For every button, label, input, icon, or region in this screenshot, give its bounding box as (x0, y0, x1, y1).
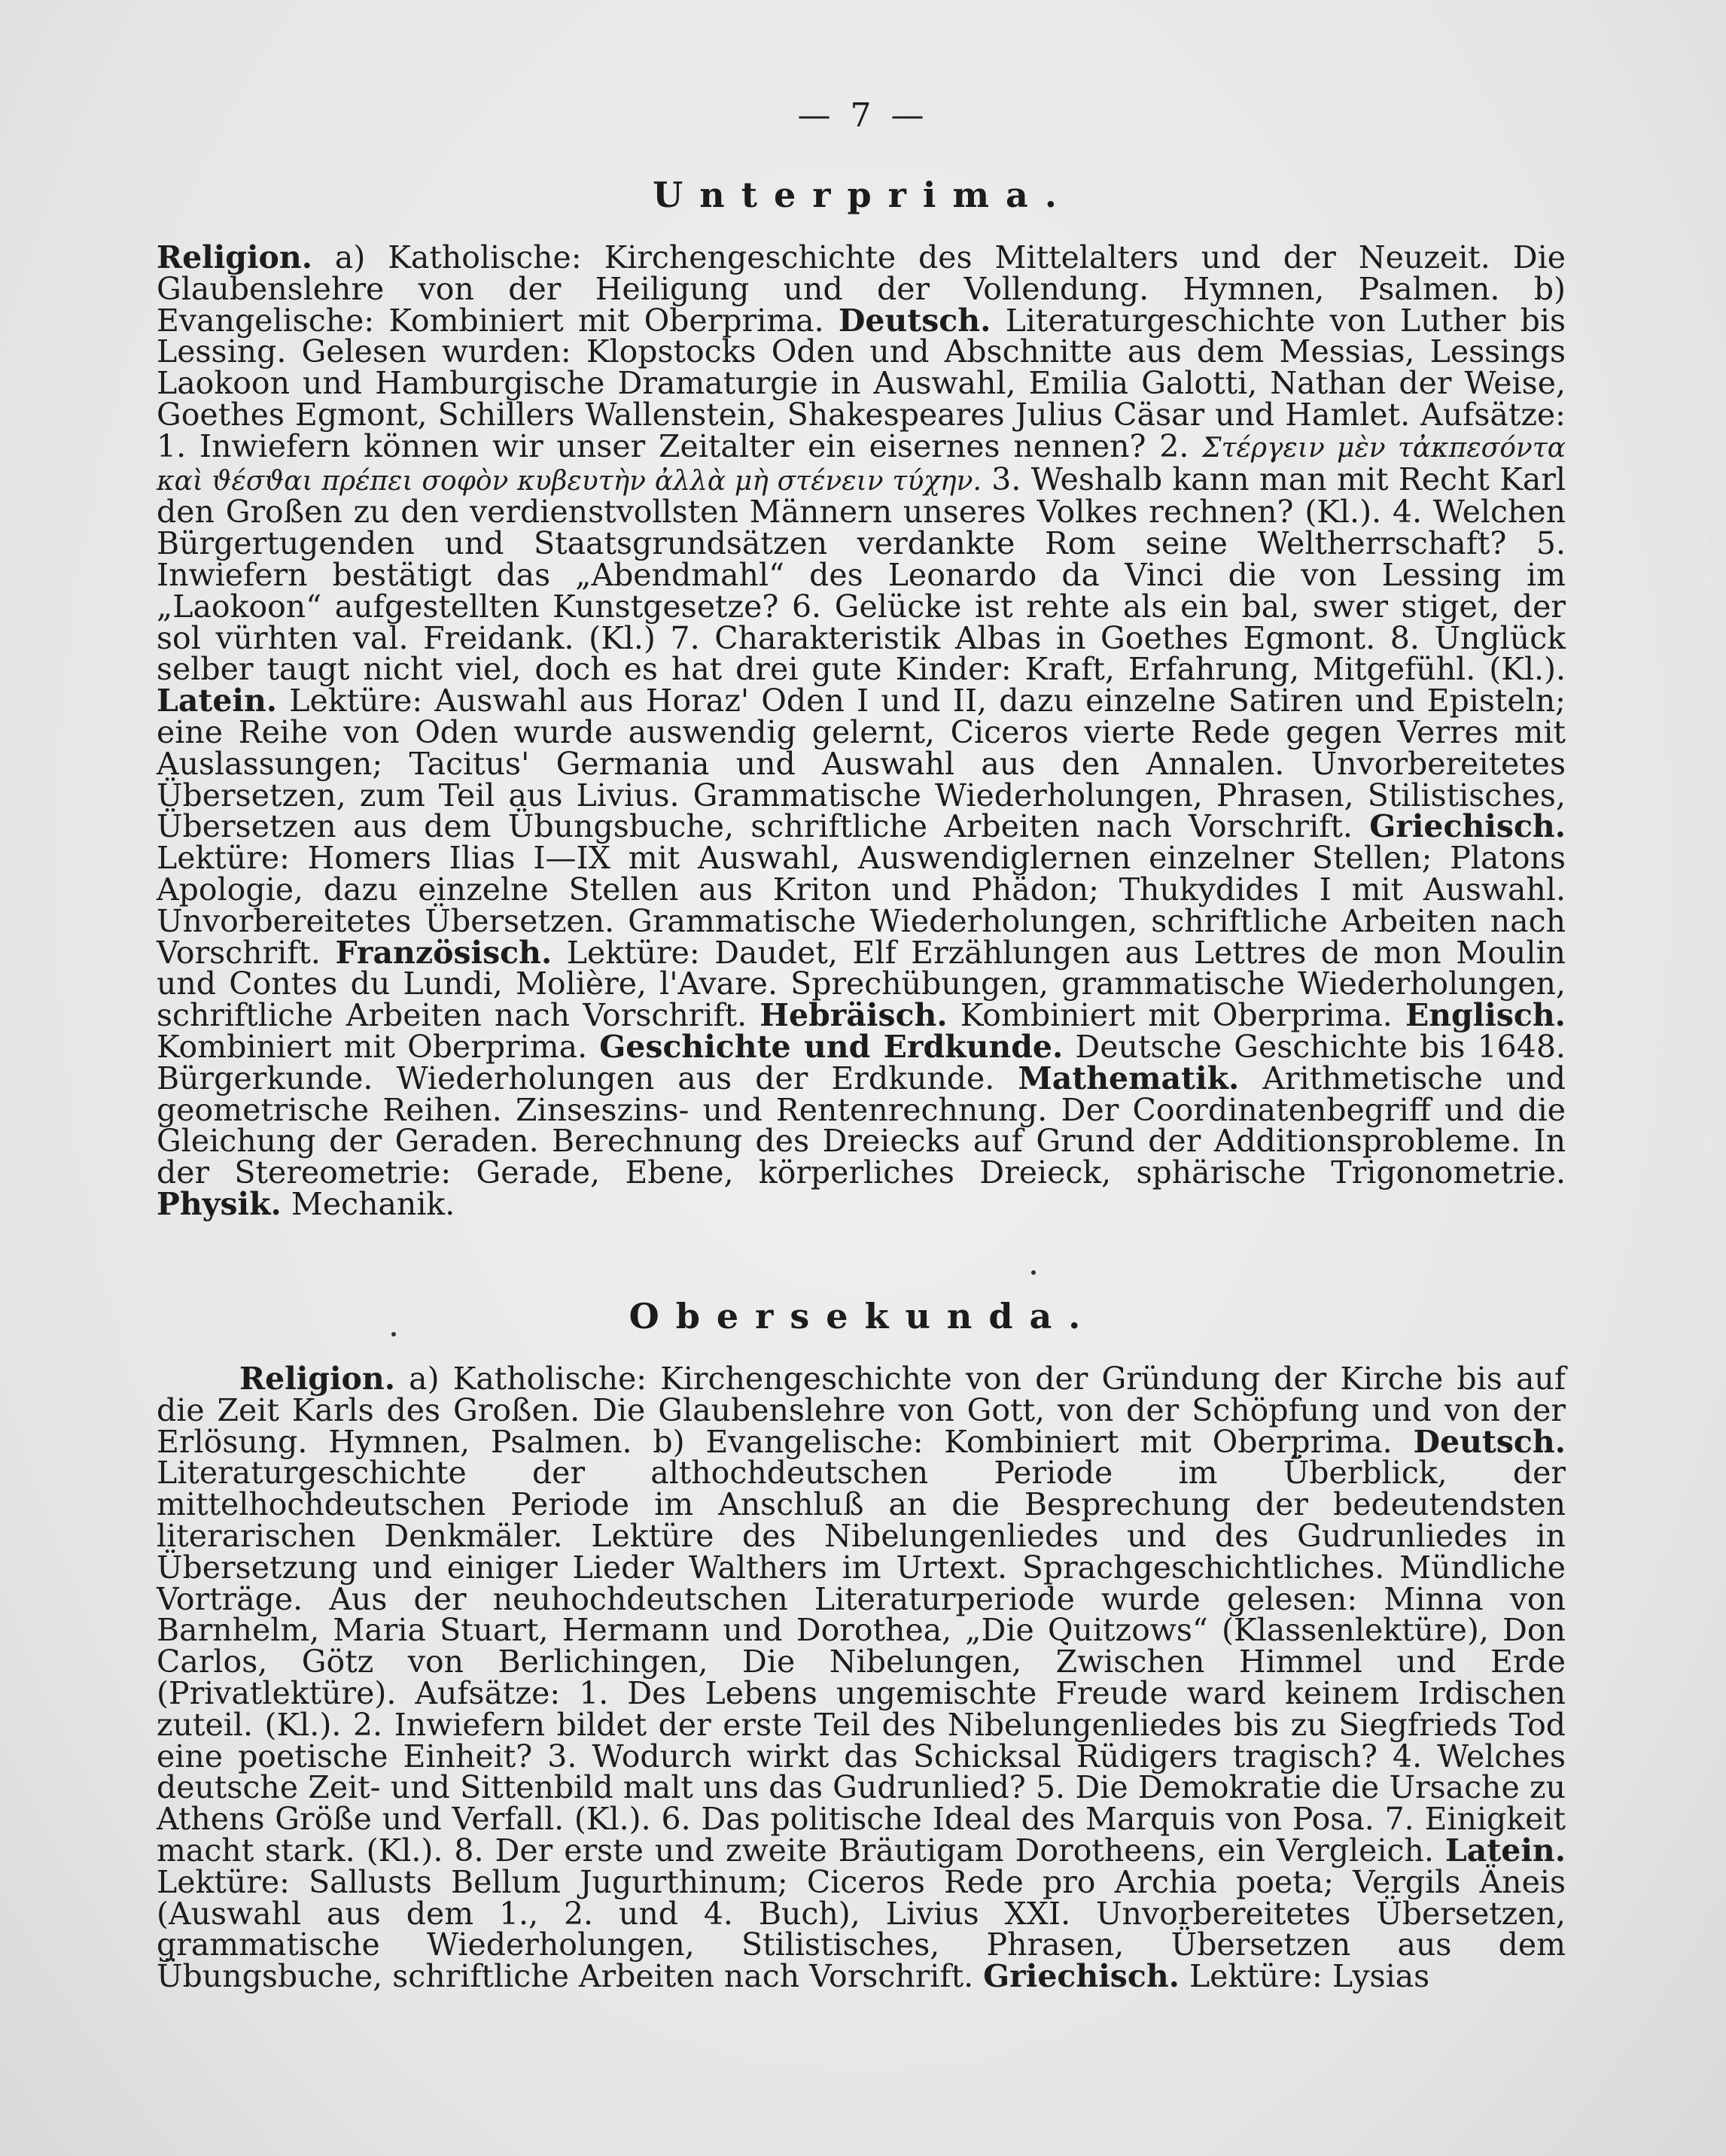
ink-speck (1031, 1270, 1036, 1275)
subject-physik: Physik. (157, 1185, 282, 1222)
subject-geschichte: Geschichte und Erdkunde. (599, 1028, 1064, 1065)
subject-griechisch: Griechisch. (983, 1958, 1180, 1995)
text-griechisch: Lektüre: Lysias (1189, 1958, 1430, 1995)
subject-mathematik: Mathematik. (1018, 1060, 1240, 1096)
section-heading-unterprima: Unterprima. (653, 175, 1073, 215)
subject-religion: Religion. (157, 239, 312, 275)
subject-latein: Latein. (157, 683, 278, 719)
text-latein: Lektüre: Sallusts Bellum Jugurthinum; Ciceros Rede pro Archia poeta; Vergils Äneis (Auswahl aus dem 1., 2. und 4. Buch), Livius XXI. Unvorbereitetes Übersetzen, grammatische Wiederholungen, Stilistisches, Phrasen, Übersetzen aus dem Übungsbuche, schriftliche Arbeiten nach Vorschrift. (157, 1863, 1566, 1995)
subject-franzoesisch: Französisch. (335, 934, 553, 971)
text-hebraeisch: Kombiniert mit Oberprima. (960, 997, 1393, 1034)
page-number: — 7 — (797, 96, 929, 135)
text-deutsch-cont: 3. Weshalb kann man mit Recht Karl den Großen zu den verdienstvollsten Männern unseres Volkes rechnen? (Kl.). 4. Welchen Bürgertugenden und Staatsgrundsätzen verdankte Rom seine Weltherrschaft? 5. Inwiefern bestätigt das „Abendmahl“ des Leonardo da Vinci die von Lessing im „Laokoon“ aufgestellten Kunstgesetze? 6. Gelücke ist rehte als ein bal, swer stiget, der sol vürhten val. Freidank. (Kl.) 7. Charakteristik Albas in Goethes Egmont. 8. Unglück selber taugt nicht viel, doch es hat drei gute Kinder: Kraft, Erfahrung, Mitgefühl. (Kl.). (157, 461, 1566, 688)
subject-deutsch: Deutsch. (838, 302, 991, 339)
text-deutsch: Literaturgeschichte der althochdeutschen Periode im Überblick, der mittelhochdeutschen Periode im Anschluß an die Besprechung der bedeutendsten literarischen Denkmäler. Lektüre des Nibelungenliedes und des Gudrunliedes in Übersetzung und einiger Lieder Walthers im Urtext. Sprachgeschichtliches. Mündliche Vorträge. Aus der neuhochdeutschen Literaturperiode wurde gelesen: Minna von Barnhelm, Maria Stuart, Hermann und Dorothea, „Die Quitzows“ (Klassenlektüre), Don Carlos, Götz von Berlichingen, Die Nibelungen, Zwischen Himmel und Erde (Privatlektüre). Aufsätze: 1. Des Lebens ungemischte Freude ward keinem Irdischen zuteil. (Kl.). 2. Inwiefern bildet der erste Teil des Nibelungenliedes bis zu Siegfrieds Tod eine poetische Einheit? 3. Wodurch wirkt das Schicksal Rüdigers tragisch? 4. Welches deutsche Zeit- und Sittenbild malt uns das Gudrunlied? 5. Die Demokratie die Ursache zu Athens Größe und Verfall. (Kl.). 6. Das politische Ideal des Marquis von Posa. 7. Einigkeit macht stark. (Kl.). 8. Der erste und zweite Bräutigam Dorotheens, ein Vergleich. (157, 1455, 1566, 1869)
text-franzoesisch: Lektüre: Daudet, Elf Erzählungen aus Lettres de mon Moulin und Contes du Lundi, Molière, l'Avare. Sprechübungen, grammatische Wiederholungen, schriftliche Arbeiten nach Vorschrift. (157, 934, 1566, 1034)
section-heading-obersekunda: Obersekunda. (629, 1296, 1097, 1336)
subject-hebraeisch: Hebräisch. (760, 997, 948, 1034)
subject-latein: Latein. (1444, 1832, 1566, 1869)
section-body-unterprima (157, 239, 1566, 1222)
text-religion: a) Katholische: Kirchengeschichte von der Gründung der Kirche bis auf die Zeit Karls des Großen. Die Glaubenslehre von Gott, von der Schöpfung und von der Erlösung. Hymnen, Psalmen. b) Evangelische: Kombiniert mit Oberprima. (157, 1361, 1566, 1460)
subject-englisch: Englisch. (1405, 997, 1566, 1034)
text-physik: Mechanik. (291, 1185, 455, 1222)
subject-griechisch: Griechisch. (1369, 808, 1566, 845)
text-latein: Lektüre: Auswahl aus Horaz' Oden I und II, dazu einzelne Satiren und Episteln; eine Reihe von Oden wurde auswendig gelernt, Ciceros vierte Rede gegen Verres mit Auslassungen; Tacitus' Germania und Auswahl aus den Annalen. Unvorbereitetes Übersetzen, zum Teil aus Livius. Grammatische Wiederholungen, Phrasen, Stilistisches, Übersetzen aus dem Übungsbuche, schriftliche Arbeiten nach Vorschrift. (157, 683, 1566, 845)
text-deutsch: Literaturgeschichte von Luther bis Lessing. Gelesen wurden: Klopstocks Oden und Abschnitte aus dem Messias, Lessings Laokoon und Hamburgische Dramaturgie in Auswahl, Emilia Galotti, Nathan der Weise, Goethes Egmont, Schillers Wallenstein, Shakespeares Julius Cäsar und Hamlet. Aufsätze: 1. Inwiefern können wir unser Zeitalter ein eisernes nennen? 2. (157, 302, 1566, 464)
text-religion: a) Katholische: Kirchengeschichte des Mittelalters und der Neuzeit. Die Glaubenslehre von der Heiligung und der Vollendung. Hymnen, Psalmen. b) Evangelische: Kombiniert mit Oberprima. (157, 239, 1566, 339)
text-mathematik: Arithmetische und geometrische Reihen. Zinseszins- und Rentenrechnung. Der Coordinatenbegriff und die Gleichung der Geraden. Berechnung des Dreiecks auf Grund der Additionsprobleme. In der Stereometrie: Gerade, Ebene, körperliches Dreieck, sphärische Trigonometrie. (157, 1060, 1566, 1191)
text-griechisch: Lektüre: Homers Ilias I—IX mit Auswahl, Auswendiglernen einzelner Stellen; Platons Apologie, dazu einzelne Stellen aus Kriton und Phädon; Thukydides I mit Auswahl. Unvorbereitetes Übersetzen. Grammatische Wiederholungen, schriftliche Arbeiten nach Vorschrift. (157, 840, 1566, 971)
section-body-obersekunda (157, 1361, 1566, 1995)
greek-quote: Στέργειν μὲν τἀκπεσόντα καὶ ϑέσϑαι πρέπει σοφὸν κυβευτὴν ἀλλὰ μὴ στένειν τύχην. (157, 432, 1566, 497)
text-geschichte: Deutsche Geschichte bis 1648. Bürgerkunde. Wiederholungen aus der Erdkunde. (157, 1028, 1566, 1096)
subject-religion: Religion. (239, 1361, 395, 1397)
text-englisch: Kombiniert mit Oberprima. (157, 1028, 588, 1065)
subject-deutsch: Deutsch. (1413, 1423, 1566, 1460)
